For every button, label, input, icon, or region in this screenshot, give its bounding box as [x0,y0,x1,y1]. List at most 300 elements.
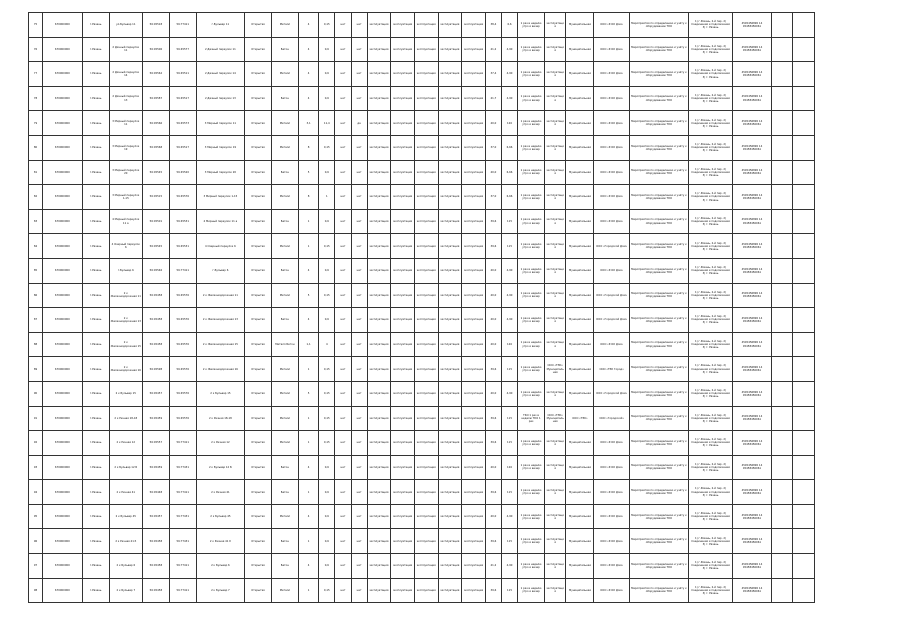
container-volume: 0,15 [319,381,335,406]
container-volume: 0,15 [319,406,335,431]
value-1: 39,6 [485,431,501,456]
site-address: 2 к Железнодорожная 15 [196,332,244,357]
container-volume: 0,6 [319,554,335,579]
regulation: Мероприятия по определению и учёту к оборудованию ТКО [629,283,688,308]
extra-1 [771,111,793,136]
operator-org: ООО «Городской» [594,406,629,431]
collection-schedule: 1 раз в неделю утро и вечер [518,357,545,382]
operator-org: ООО «Р.ОК Дом» [594,529,629,554]
status-5: эксплуатация [462,37,486,62]
cadastral-id: 56:45562 [142,62,169,87]
city: г.Рязань [82,258,109,283]
extra-1 [771,381,793,406]
table-row [29,135,815,160]
cadastral-id: 56:45515 [142,185,169,210]
oktmo-code: 670000000 [42,529,82,554]
collection-schedule: 1 раз в неделю утро и вечер [518,381,545,406]
collection-schedule: 1 раз в неделю утро и вечер [518,578,545,603]
cadastral-id-2: 56:77411 [169,431,196,456]
extra-1 [771,209,793,234]
collection-schedule: 1 раз в неделю утро и вечер [518,431,545,456]
site-address: г.Бульвар 6 [196,258,244,283]
site-address: 2 к Бульвар 6 [196,554,244,579]
ownership: Муниципальная [566,578,594,603]
value-1: 39,6 [485,578,501,603]
status-3: эксплуатация [414,13,438,38]
flag-1: нет [335,332,351,357]
table-row [29,357,815,382]
extra-1 [771,554,793,579]
cadastral-id-2: 56:45577 [169,37,196,62]
city: г.Рязань [82,357,109,382]
operator-org: ООО «Р.ОК Дом» [594,62,629,87]
operation-status: эксплуатация [544,111,566,136]
extra-1 [771,13,793,38]
regulation: Мероприятия по определению и учёту к оборудованию ТКО [629,554,688,579]
flag-2: нет [351,455,367,480]
regulation: Мероприятия по определению и учёту к оборудованию ТКО [629,578,688,603]
collection-schedule: 1 раз в неделю утро и вечер [518,86,545,111]
collection-schedule: 1 раз в неделю утро и вечер [518,185,545,210]
sources-note: 1) г.Рязань, 2-й пер. 2) Соединения и подключения 3) г. Рязань [689,62,733,87]
row-number: 87 [29,308,43,333]
status-1: эксплуатация [367,455,391,480]
row-number: 92 [29,431,43,456]
sources-note: 1) г.Рязань, 2-й пер. 2) Соединения и подключения 3) г. Рязань [689,160,733,185]
regulation: Мероприятия по определению и учёту к оборудованию ТКО [629,62,688,87]
sources-note: 1) г.Рязань, 2-й пер. 2) Соединения и подключения 3) г. Рязань [689,578,733,603]
extra-1 [771,283,793,308]
row-number: 81 [29,160,43,185]
container-count: 4 [298,62,318,87]
extra-1 [771,578,793,603]
operation-status: эксплуатация [544,185,566,210]
status-4: эксплуатация [438,160,462,185]
cadastral-id: 56:45459 [142,406,169,431]
container-volume: 0,6 [319,504,335,529]
ownership: Муниципальная [566,357,594,382]
ownership: Муниципальная [566,455,594,480]
operator-org: ООО «Р.ОК Дом» [594,185,629,210]
value-2: 6,6 [501,13,517,38]
flag-1: нет [335,308,351,333]
sources-note: 1) г.Рязань, 2-й пер. 2) Соединения и подключения 3) г. Рязань [689,185,733,210]
surface-material: Металл [271,13,298,38]
sources-note: 1) г.Рязань, 2-й пер. 2) Соединения и подключения 3) г. Рязань [689,455,733,480]
street: 2 к Бульвар 15 [109,381,142,406]
operator-org: ООО «Р.ОК Дом» [594,332,629,357]
operator-org: ООО «Городской Дом» [594,234,629,259]
container-volume: 0,15 [319,234,335,259]
regulation: Мероприятия по определению и учёту к оборудованию ТКО [629,37,688,62]
cadastral-id: 56:45458 [142,554,169,579]
table-row [29,332,815,357]
row-number: 93 [29,455,43,480]
ogrn-inn: 4545456890 14 45458456061 [733,13,772,38]
extra-2 [793,13,815,38]
extra-1 [771,258,793,283]
street: г.Бульвар 6 [109,258,142,283]
street: 2 к Речная 41 б [109,529,142,554]
registry-table-body [29,13,815,603]
status-4: эксплуатация [438,209,462,234]
status-4: эксплуатация [438,455,462,480]
flag-2: нет [351,160,367,185]
status-1: эксплуатация [367,160,391,185]
status-4: эксплуатация [438,13,462,38]
ownership: Муниципальная [566,283,594,308]
oktmo-code: 670000000 [42,406,82,431]
oktmo-code: 670000000 [42,111,82,136]
street: 2 к Бульвар 6 [109,554,142,579]
ogrn-inn: 4545456890 14 45458456061 [733,504,772,529]
sources-note: 1) г.Рязань, 2-й пер. 2) Соединения и подключения 3) г. Рязань [689,283,733,308]
flag-2: нет [351,504,367,529]
status-3: эксплуатация [414,62,438,87]
cadastral-id: 56:45448 [142,480,169,505]
site-address: 2 к Речная 41 б [196,529,244,554]
ownership: Муниципальная [566,308,594,333]
value-2: 4,90 [501,504,517,529]
value-2: 6,66 [501,160,517,185]
collection-schedule: 1 раз в неделю утро и вечер [518,554,545,579]
value-1: 40,0 [485,332,501,357]
site-address: 2 к Речная 12 [196,431,244,456]
container-count: 1 [298,209,318,234]
city: г.Рязань [82,37,109,62]
ownership: Муниципальная [566,37,594,62]
status-4: эксплуатация [438,308,462,333]
value-1: 37,0 [485,185,501,210]
oktmo-code: 670000000 [42,160,82,185]
container-volume: 0,6 [319,480,335,505]
status-3: эксплуатация [414,406,438,431]
extra-2 [793,357,815,382]
city: г.Рязань [82,209,109,234]
site-type: Открытая [245,111,272,136]
container-count: 8 [298,185,318,210]
surface-material: Металл [271,431,298,456]
status-3: эксплуатация [414,357,438,382]
city: г.Рязань [82,406,109,431]
collection-schedule: 1 раз в неделю утро и вечер [518,135,545,160]
status-5: эксплуатация [462,455,486,480]
value-2: 4,90 [501,258,517,283]
operation-status: эксплуатация [544,504,566,529]
row-number: 94 [29,480,43,505]
table-row [29,111,815,136]
regulation: Мероприятия по определению и учёту к оборудованию ТКО [629,480,688,505]
cadastral-id: 56:45457 [142,504,169,529]
oktmo-code: 670000000 [42,86,82,111]
row-number: 82 [29,185,43,210]
status-5: эксплуатация [462,406,486,431]
operator-org: ООО «Р.ОК Дом» [594,578,629,603]
street: 4 Озерный переулок 6 [109,234,142,259]
site-address: 2 к Бульвар 7 [196,578,244,603]
regulation: Мероприятия по определению и учёту к оборудованию ТКО [629,258,688,283]
value-1: 40,0 [485,504,501,529]
city: г.Рязань [82,308,109,333]
status-1: эксплуатация [367,308,391,333]
oktmo-code: 670000000 [42,332,82,357]
oktmo-code: 670000000 [42,381,82,406]
value-1: 39,6 [485,357,501,382]
value-2: 4,90 [501,381,517,406]
city: г.Рязань [82,578,109,603]
status-1: эксплуатация [367,431,391,456]
sources-note: 1) г.Рязань, 2-й пер. 2) Соединения и подключения 3) г. Рязань [689,529,733,554]
ownership: Муниципальная [566,332,594,357]
value-1: 40,0 [485,160,501,185]
operation-status: эксплуатация [544,431,566,456]
status-5: эксплуатация [462,111,486,136]
flag-1: нет [335,62,351,87]
cadastral-id-2: 56:45576 [169,332,196,357]
operator-org: ООО «Р.ОК Дом» [594,554,629,579]
ownership: Муниципальная [566,86,594,111]
site-address: 2 к Речная 41 [196,480,244,505]
sources-note: 1) г.Рязань, 2-й пер. 2) Соединения и подключения 3) г. Рязань [689,431,733,456]
street: 2 Дачный переулок 13 [109,86,142,111]
operation-status: ООО «ТЭК» Муниципальная [544,357,566,382]
street: 2 к Бульвар 12 Б [109,455,142,480]
operation-status: эксплуатация [544,332,566,357]
status-3: эксплуатация [414,381,438,406]
collection-schedule: 1 раз в неделю утро и вечер [518,529,545,554]
regulation: Мероприятия по определению и учёту к оборудованию ТКО [629,332,688,357]
value-1: 40,0 [485,381,501,406]
surface-material: Металл [271,111,298,136]
status-3: эксплуатация [414,504,438,529]
operator-org: ООО «ТЭК Город» [594,357,629,382]
ogrn-inn: 4545456890 14 45458456061 [733,554,772,579]
site-address: 4 Озерный переулок 6 [196,234,244,259]
ogrn-inn: 4545456890 14 45458456061 [733,455,772,480]
site-type: Открытая [245,209,272,234]
status-5: эксплуатация [462,160,486,185]
sources-note: 1) г.Рязань, 2-й пер. 2) Соединения и подключения 3) г. Рязань [689,209,733,234]
status-2: эксплуатация [391,455,415,480]
ownership: Муниципальная [566,234,594,259]
value-2: 126 [501,111,517,136]
cadastral-id-2: 56:77431 [169,455,196,480]
flag-2: нет [351,357,367,382]
site-type: Открытая [245,185,272,210]
status-3: эксплуатация [414,209,438,234]
site-type: Открытая [245,455,272,480]
city: г.Рязань [82,554,109,579]
value-2: 6,66 [501,135,517,160]
status-3: эксплуатация [414,111,438,136]
container-count: 4 [298,554,318,579]
extra-2 [793,406,815,431]
extra-2 [793,381,815,406]
regulation: Мероприятия по определению и учёту к оборудованию ТКО [629,504,688,529]
cadastral-id-2: 56:45520 [169,160,196,185]
flag-1: нет [335,554,351,579]
status-5: эксплуатация [462,258,486,283]
status-1: эксплуатация [367,234,391,259]
ogrn-inn: 4545456890 14 45458456061 [733,160,772,185]
site-type: Открытая [245,381,272,406]
value-2: 115 [501,578,517,603]
street: 2 Дачный переулок 11 [109,37,142,62]
extra-2 [793,578,815,603]
value-2: 4,90 [501,62,517,87]
extra-2 [793,455,815,480]
container-count: 5 [298,381,318,406]
container-volume: 0,6 [319,209,335,234]
status-1: эксплуатация [367,258,391,283]
row-number: 96 [29,529,43,554]
status-5: эксплуатация [462,62,486,87]
table-row [29,209,815,234]
container-volume: 0,6 [319,160,335,185]
sources-note: 1) г.Рязань, 2-й пер. 2) Соединения и подключения 3) г. Рязань [689,381,733,406]
extra-2 [793,431,815,456]
oktmo-code: 670000000 [42,431,82,456]
ownership: Муниципальная [566,62,594,87]
status-2: эксплуатация [391,431,415,456]
status-4: эксплуатация [438,135,462,160]
value-1: 39,6 [485,529,501,554]
cadastral-id: 56:45566 [142,111,169,136]
status-1: эксплуатация [367,332,391,357]
oktmo-code: 670000000 [42,455,82,480]
collection-schedule: 1 раз в неделю утро и вечер [518,37,545,62]
row-number: 78 [29,86,43,111]
extra-2 [793,111,815,136]
flag-1: нет [335,185,351,210]
operator-org: ООО «Р.ОК Дом» [594,258,629,283]
status-2: эксплуатация [391,209,415,234]
ogrn-inn: 4545456890 14 45458456061 [733,357,772,382]
status-3: эксплуатация [414,234,438,259]
ownership: Муниципальная [566,431,594,456]
collection-schedule: 1 раз в неделю утро и вечер [518,504,545,529]
surface-material: Металл [271,406,298,431]
surface-material: Бетон [271,308,298,333]
street: 3 Мирный переулок 19 [109,135,142,160]
street: 3 Мирный переулок 1-15 [109,185,142,210]
ogrn-inn: 4545456890 14 45458456061 [733,135,772,160]
ogrn-inn: 4545456890 14 45458456061 [733,529,772,554]
sources-note: 1) г.Рязань, 2-й пер. 2) Соединения и подключения 3) г. Рязань [689,13,733,38]
flag-1: нет [335,283,351,308]
site-type: Открытая [245,578,272,603]
status-4: эксплуатация [438,357,462,382]
status-1: эксплуатация [367,578,391,603]
flag-2: нет [351,135,367,160]
table-row [29,283,815,308]
flag-1: нет [335,357,351,382]
oktmo-code: 670000000 [42,135,82,160]
site-address: 2 к Речная 18-18 [196,406,244,431]
regulation: Мероприятия по определению и учёту к оборудованию ТКО [629,455,688,480]
value-2: 4,90 [501,86,517,111]
operation-status: эксплуатация [544,283,566,308]
value-2: 126 [501,332,517,357]
sources-note: 1) г.Рязань, 2-й пер. 2) Соединения и подключения 3) г. Рязань [689,480,733,505]
operation-status: эксплуатация [544,529,566,554]
cadastral-id: 56:45458 [142,578,169,603]
value-1: 40,0 [485,111,501,136]
registry-sheet [28,12,815,603]
container-count: 1 [298,234,318,259]
container-volume: 0,6 [319,258,335,283]
container-count: 1 [298,480,318,505]
flag-2: нет [351,209,367,234]
container-volume: 0,15 [319,578,335,603]
status-1: эксплуатация [367,209,391,234]
site-address: 2 к Железнодорожная 11 [196,283,244,308]
operation-status: эксплуатация [544,308,566,333]
site-type: Открытая [245,554,272,579]
ownership: Муниципальная [566,258,594,283]
cadastral-id-2: 56:77411 [169,480,196,505]
container-volume: 0,15 [319,431,335,456]
table-row [29,455,815,480]
site-address: 3 Мирный переулок 1-15 [196,185,244,210]
regulation: Мероприятия по определению и учёту к оборудованию ТКО [629,431,688,456]
cadastral-id: 56:45545 [142,234,169,259]
regulation: Мероприятия по определению и учёту к оборудованию ТКО [629,381,688,406]
value-2: 115 [501,357,517,382]
ownership: Муниципальная [566,185,594,210]
cadastral-id: 56:45459 [142,455,169,480]
oktmo-code: 670000000 [42,37,82,62]
value-1: 38,4 [485,13,501,38]
cadastral-id-2: 56:45576 [169,406,196,431]
flag-1: нет [335,406,351,431]
extra-1 [771,308,793,333]
cadastral-id: 56:45518 [142,13,169,38]
cadastral-id-2: 56:45576 [169,381,196,406]
ownership: Муниципальная [566,381,594,406]
oktmo-code: 670000000 [42,62,82,87]
surface-material: Бетон [271,258,298,283]
surface-material: Металл [271,381,298,406]
surface-material: Металл [271,578,298,603]
container-count: 8 [298,135,318,160]
row-number: 98 [29,578,43,603]
extra-1 [771,62,793,87]
street: 2 к Речная 18-18 [109,406,142,431]
status-3: эксплуатация [414,258,438,283]
container-volume: 11,4 [319,111,335,136]
status-3: эксплуатация [414,431,438,456]
flag-1: нет [335,578,351,603]
city: г.Рязань [82,111,109,136]
registry-table [28,12,815,603]
flag-1: нет [335,258,351,283]
surface-material: Металл [271,234,298,259]
extra-2 [793,283,815,308]
extra-2 [793,258,815,283]
table-row [29,381,815,406]
surface-material: Металл [271,135,298,160]
flag-2: нет [351,86,367,111]
ogrn-inn: 4545456890 14 45458456061 [733,578,772,603]
status-4: эксплуатация [438,504,462,529]
surface-material: Металл [271,504,298,529]
status-5: эксплуатация [462,308,486,333]
extra-1 [771,234,793,259]
street: 2 к Речная 41 [109,480,142,505]
regulation: Мероприятия по определению и учёту к оборудованию ТКО [629,357,688,382]
cadastral-id-2: 56:77411 [169,258,196,283]
